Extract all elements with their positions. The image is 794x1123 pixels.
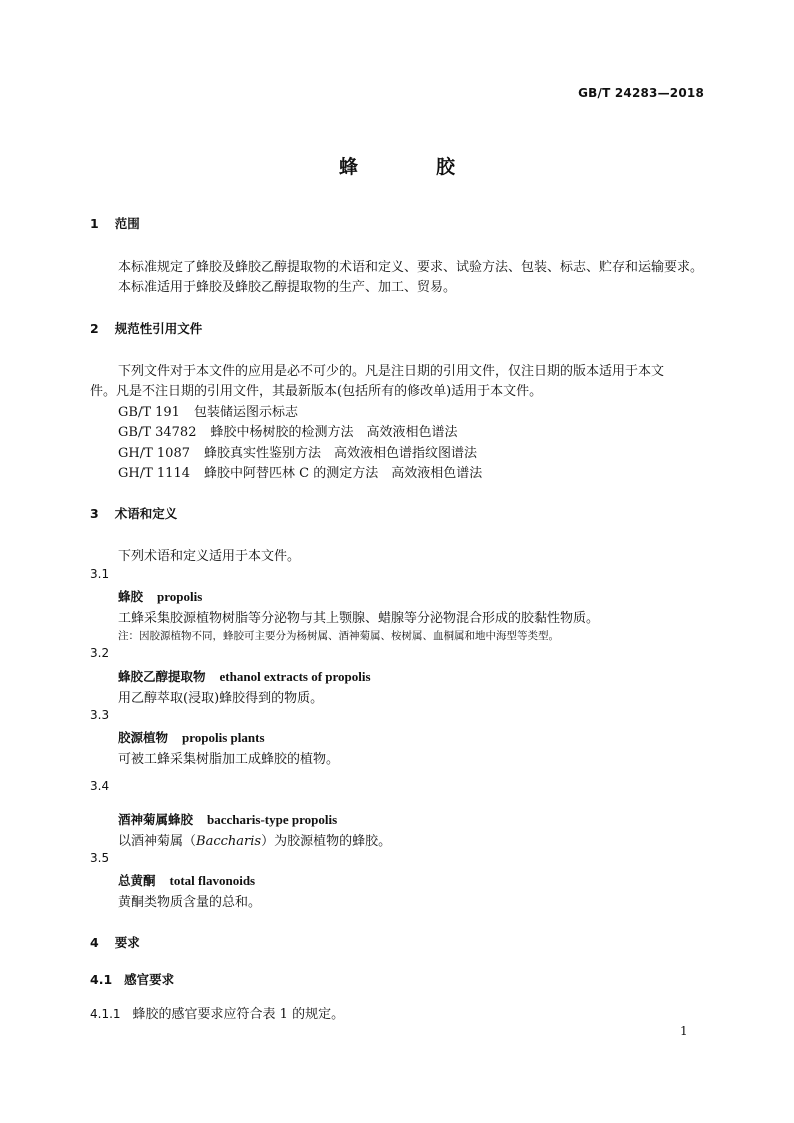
- reference-code: GH/T 1114: [118, 466, 190, 481]
- term-en: total flavonoids: [169, 873, 256, 888]
- section-number: 3: [90, 506, 99, 521]
- document-title: 蜂胶: [338, 156, 533, 178]
- term-zh: 酒神菊属蜂胶: [118, 812, 194, 827]
- term-number: 3.1: [90, 567, 110, 581]
- clause: [90, 1003, 344, 1022]
- subsection-number: 4.1: [90, 972, 113, 987]
- reference-code: GH/T 1087: [118, 446, 190, 461]
- reference-title: 包装储运图示标志: [193, 405, 298, 420]
- term-definition: 可被工蜂采集树脂加工成蜂胶的植物。: [118, 752, 340, 767]
- subsection-title: 感官要求: [124, 972, 175, 987]
- section-4-heading: [90, 933, 140, 951]
- section-number: 4: [90, 935, 99, 950]
- paragraph: 本标准规定了蜂胶及蜂胶乙醇提取物的术语和定义、要求、试验方法、包装、标志、贮存和运输要求。: [118, 260, 704, 275]
- term-number: 3.3: [90, 708, 110, 722]
- term-heading: [118, 810, 337, 828]
- term-number: 3.4: [90, 779, 110, 793]
- latin-genus: Baccharis: [196, 834, 262, 849]
- term-en: propolis plants: [182, 730, 265, 745]
- reference-item: [118, 462, 482, 481]
- term-heading: [118, 871, 255, 889]
- term-number: 3.5: [90, 851, 110, 865]
- reference-code: GB/T 191: [118, 405, 180, 420]
- reference-item: [118, 401, 298, 420]
- paragraph: 本标准适用于蜂胶及蜂胶乙醇提取物的生产、加工、贸易。: [118, 280, 457, 295]
- term-heading: [118, 587, 202, 605]
- reference-title: 蜂胶真实性鉴别方法 高效液相色谱指纹图谱法: [204, 446, 478, 461]
- section-2-heading: [90, 319, 202, 337]
- term-zh: 总黄酮: [118, 873, 156, 888]
- term-definition: 以酒神菊属（Baccharis）为胶源植物的蜂胶。: [118, 834, 392, 849]
- reference-title: 蜂胶中杨树胶的检测方法 高效液相色谱法: [210, 425, 458, 440]
- section-title: 范围: [114, 216, 140, 231]
- term-en: ethanol extracts of propolis: [219, 669, 371, 684]
- reference-item: [118, 421, 458, 440]
- standard-number: GB/T 24283—2018: [578, 86, 704, 100]
- section-title: 要求: [114, 935, 140, 950]
- term-number: 3.2: [90, 646, 110, 660]
- term-definition: 黄酮类物质含量的总和。: [118, 895, 262, 910]
- term-heading: [118, 728, 265, 746]
- paragraph: 下列文件对于本文件的应用是必不可少的。凡是注日期的引用文件，仅注日期的版本适用于本文: [118, 364, 665, 379]
- reference-title: 蜂胶中阿替匹林 C 的测定方法 高效液相色谱法: [204, 466, 483, 481]
- section-number: 2: [90, 321, 99, 336]
- term-en: baccharis-type propolis: [207, 812, 338, 827]
- section-title: 术语和定义: [114, 506, 178, 521]
- paragraph: 件。凡是不注日期的引用文件，其最新版本(包括所有的修改单)适用于本文件。: [90, 384, 543, 399]
- reference-item: [118, 442, 477, 461]
- section-3-heading: [90, 504, 177, 522]
- term-definition: 工蜂采集胶源植物树脂等分泌物与其上颚腺、蜡腺等分泌物混合形成的胶黏性物质。: [118, 611, 600, 626]
- clause-number: 4.1.1: [90, 1007, 121, 1021]
- term-en: propolis: [157, 589, 203, 604]
- term-zh: 蜂胶: [118, 589, 144, 604]
- section-title: 规范性引用文件: [114, 321, 203, 336]
- paragraph: 下列术语和定义适用于本文件。: [118, 549, 301, 564]
- term-zh: 胶源植物: [118, 730, 169, 745]
- section-1-heading: [90, 214, 140, 232]
- section-number: 1: [90, 216, 99, 231]
- term-definition: 用乙醇萃取(浸取)蜂胶得到的物质。: [118, 691, 324, 706]
- term-note: 注：因胶源植物不同，蜂胶可主要分为杨树属、酒神菊属、桉树属、血桐属和地中海型等类型。: [118, 630, 559, 642]
- subsection-heading: [90, 970, 174, 988]
- term-heading: [118, 667, 371, 685]
- clause-text: 蜂胶的感官要求应符合表 1 的规定。: [132, 1007, 345, 1022]
- page-number: 1: [680, 1024, 688, 1038]
- reference-code: GB/T 34782: [118, 425, 197, 440]
- term-zh: 蜂胶乙醇提取物: [118, 669, 206, 684]
